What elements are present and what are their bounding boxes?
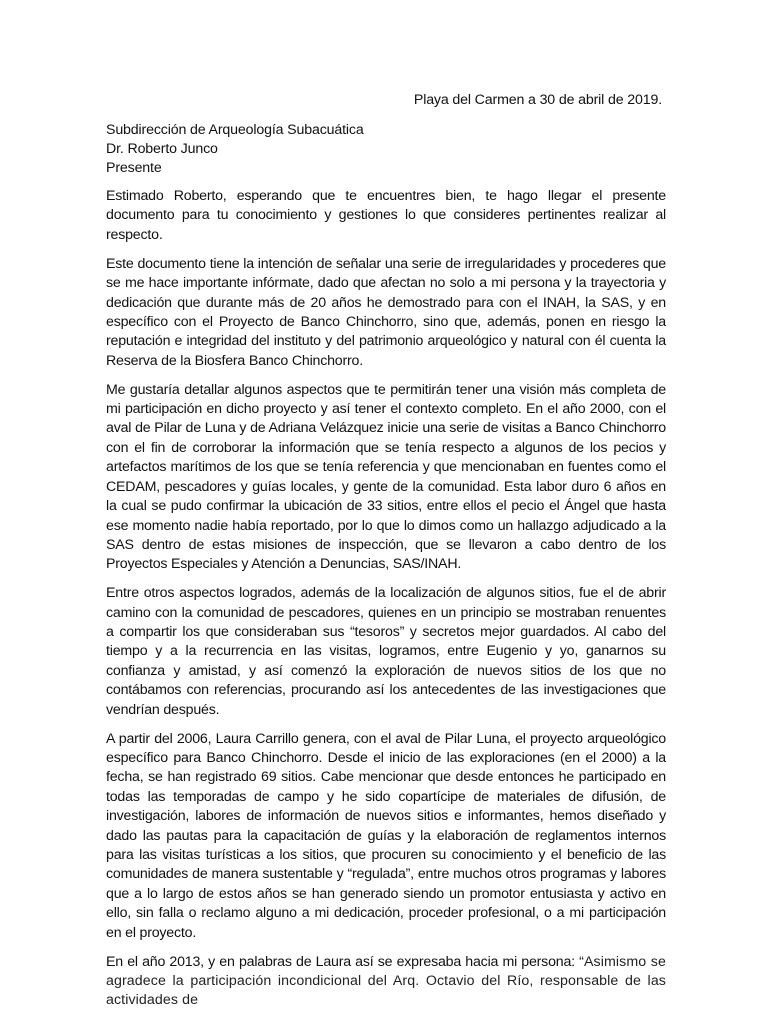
letter-addressee xyxy=(106,121,364,178)
addressee-salutation: Presente xyxy=(106,160,162,176)
paragraph-quote xyxy=(106,953,666,1011)
paragraph-background: Me gustaría detallar algunos aspectos que te permitirán tener una visión más completa de mi participación en dicho proyecto y así tener el contexto completo. En el año 2000, con el aval de Pilar de Luna y de Adriana Velázquez inicie una serie de visitas a Banco Chinchorro con el fin de corroborar la información que se tenía respecto a algunos de los pecios y artefactos marítimos de los que se tenía referencia y que mencionaban en fuentes como el CEDAM, pescadores y guías locales, y gente de la comunidad. Esta labor duro 6 años en la cual se pudo confirmar la ubicación de 33 sitios, entre ellos el pecio el Ángel que hasta ese momento nadie había reportado, por lo que lo dimos como un hallazgo adjudicado a la SAS dentro de estas misiones de inspección, que se llevaron a cabo dentro de los Proyectos Especiales y Atención a Denuncias, SAS/INAH. xyxy=(106,381,666,573)
paragraph-purpose: Este documento tiene la intención de señalar una serie de irregularidades y procederes que se me hace importante infórmate, dado que afectan no solo a mi persona y la trayectoria y dedicación que durante más de 20 años he demostrado para con el INAH, la SAS, y en específico con el Proyecto de Banco Chinchorro, sino que, además, ponen en riesgo la reputación e integridad del instituto y del patrimonio arqueológico y natural con él cuenta la Reserva de la Biosfera Banco Chinchorro. xyxy=(106,255,666,369)
quote-text: “Asimismo se agradece la participación incondicional del Arq. Octavio del Río, responsable de las actividades de xyxy=(106,953,666,1009)
letter-date: Playa del Carmen a 30 de abril de 2019. xyxy=(413,92,662,108)
paragraph-community: Entre otros aspectos logrados, además de la localización de algunos sitios, fue el de abrir camino con la comunidad de pescadores, quienes en un principio se mostraban renuentes a compartir los que consideraban sus “tesoros” y secretos mejor guardados. Al cabo del tiempo y a la recurrencia en las visitas, logramos, entre Eugenio y yo, ganarnos su confianza y amistad, y así comenzó la exploración de nuevos sitios de los que no contábamos con referencias, procurando así los antecedentes de las investigaciones que vendrían después. xyxy=(106,585,666,718)
quote-intro: En el año 2013, y en palabras de Laura así se expresaba hacia mi persona: xyxy=(106,953,580,970)
addressee-department: Subdirección de Arqueología Subacuática xyxy=(106,122,364,138)
addressee-name: Dr. Roberto Junco xyxy=(106,141,218,157)
paragraph-greeting: Estimado Roberto, esperando que te encuentres bien, te hago llegar el presente documento para tu conocimiento y gestiones lo que consideres pertinentes realizar al respecto. xyxy=(106,188,666,243)
paragraph-project: A partir del 2006, Laura Carrillo genera, con el aval de Pilar Luna, el proyecto arqueológico específico para Banco Chinchorro. Desde el inicio de las exploraciones (en el 2000) a la fecha, se han registrado 69 sitios. Cabe mencionar que desde entonces he participado en todas las temporadas de campo y he sido copartícipe de materiales de difusión, de investigación, labores de información de nuevos sitios e informantes, hemos diseñado y dado las pautas para la capacitación de guías y la elaboración de reglamentos internos para las visitas turísticas a los sitios, que procuren su conocimiento y el beneficio de las comunidades de manera sustentable y “regulada”, entre muchos otros programas y labores que a lo largo de estos años se han generado siendo un promotor entusiasta y activo en ello, sin falla o reclamo alguno a mi dedicación, proceder profesional, o a mi participación en el proyecto. xyxy=(106,730,666,941)
letter-body xyxy=(106,187,666,1020)
